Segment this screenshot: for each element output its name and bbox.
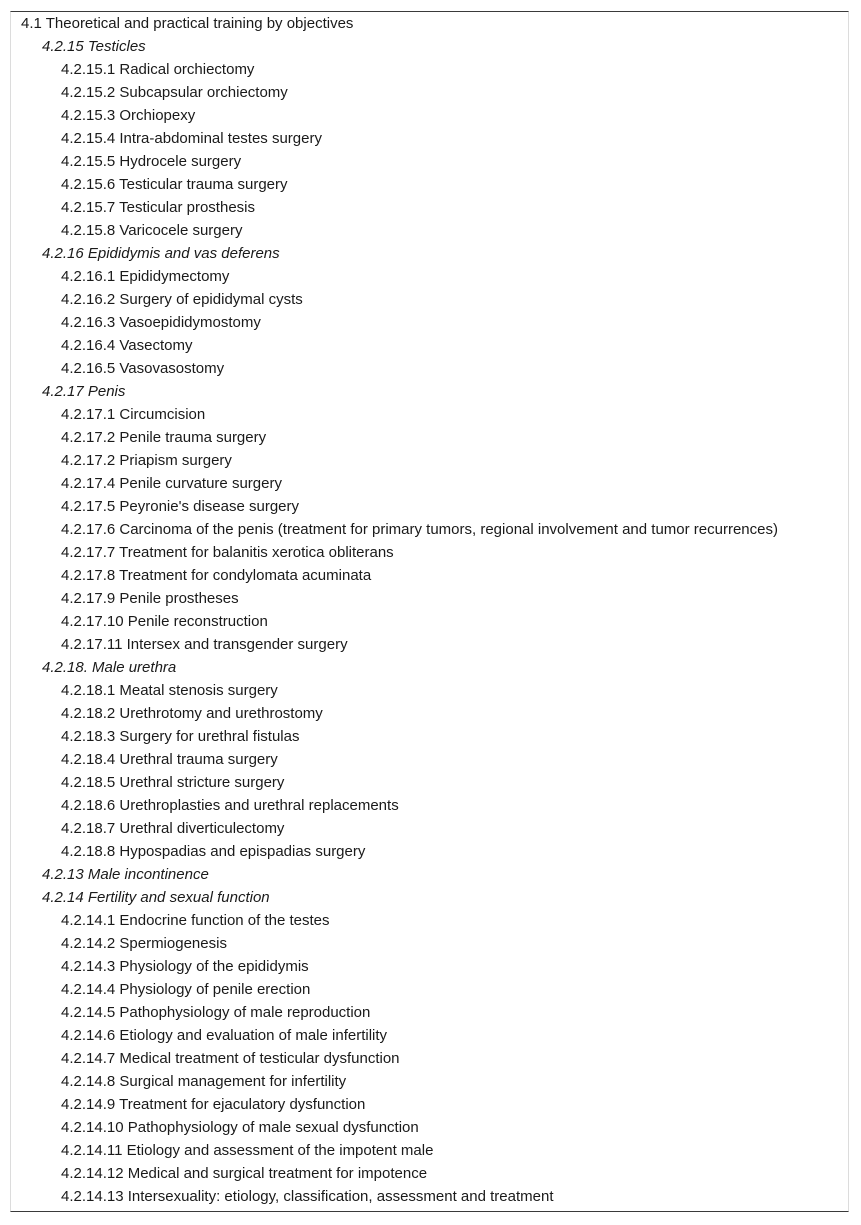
- table-title: 4.1 Theoretical and practical training by objectives: [21, 15, 354, 32]
- list-item: 4.2.17.5 Peyronie's disease surgery: [61, 498, 300, 515]
- section-heading: 4.2.17 Penis: [42, 383, 126, 400]
- list-item: 4.2.17.6 Carcinoma of the penis (treatment for primary tumors, regional involvement and tumor recurrences): [61, 521, 778, 538]
- section-heading: 4.2.18. Male urethra: [42, 659, 177, 676]
- list-item: 4.2.18.5 Urethral stricture surgery: [61, 774, 285, 791]
- list-item: 4.2.17.4 Penile curvature surgery: [61, 475, 282, 492]
- list-item: 4.2.15.7 Testicular prosthesis: [61, 199, 255, 216]
- list-item: 4.2.18.1 Meatal stenosis surgery: [61, 682, 278, 699]
- list-item: 4.2.17.7 Treatment for balanitis xerotica obliterans: [61, 544, 394, 561]
- list-item: 4.2.17.1 Circumcision: [61, 406, 206, 423]
- list-item: 4.2.18.4 Urethral trauma surgery: [61, 751, 278, 768]
- list-item: 4.2.16.1 Epididymectomy: [61, 268, 230, 285]
- section-heading: 4.2.15 Testicles: [42, 38, 146, 55]
- list-item: 4.2.17.2 Penile trauma surgery: [61, 429, 267, 446]
- objectives-table: [10, 11, 849, 1212]
- list-item: 4.2.15.4 Intra-abdominal testes surgery: [61, 130, 322, 147]
- list-item: 4.2.14.2 Spermiogenesis: [61, 935, 227, 952]
- section-heading: 4.2.13 Male incontinence: [42, 866, 209, 883]
- list-item: 4.2.16.4 Vasectomy: [61, 337, 193, 354]
- list-item: 4.2.14.5 Pathophysiology of male reproduction: [61, 1004, 371, 1021]
- list-item: 4.2.15.2 Subcapsular orchiectomy: [61, 84, 288, 101]
- section-heading: 4.2.14 Fertility and sexual function: [42, 889, 270, 906]
- list-item: 4.2.17.11 Intersex and transgender surgery: [61, 636, 348, 653]
- section-heading: 4.2.16 Epididymis and vas deferens: [42, 245, 280, 262]
- list-item: 4.2.15.8 Varicocele surgery: [61, 222, 243, 239]
- list-item: 4.2.14.6 Etiology and evaluation of male infertility: [61, 1027, 388, 1044]
- list-item: 4.2.14.10 Pathophysiology of male sexual dysfunction: [61, 1119, 419, 1136]
- list-item: 4.2.15.1 Radical orchiectomy: [61, 61, 255, 78]
- list-item: 4.2.16.5 Vasovasostomy: [61, 360, 225, 377]
- list-item: 4.2.15.5 Hydrocele surgery: [61, 153, 242, 170]
- list-item: 4.2.17.2 Priapism surgery: [61, 452, 232, 469]
- list-item: 4.2.18.2 Urethrotomy and urethrostomy: [61, 705, 323, 722]
- list-item: 4.2.14.8 Surgical management for infertility: [61, 1073, 347, 1090]
- list-item: 4.2.14.7 Medical treatment of testicular dysfunction: [61, 1050, 400, 1067]
- list-item: 4.2.18.6 Urethroplasties and urethral replacements: [61, 797, 399, 814]
- list-item: 4.2.14.11 Etiology and assessment of the impotent male: [61, 1142, 434, 1159]
- list-item: 4.2.15.3 Orchiopexy: [61, 107, 196, 124]
- list-item: 4.2.14.12 Medical and surgical treatment for impotence: [61, 1165, 428, 1182]
- list-item: 4.2.18.8 Hypospadias and epispadias surgery: [61, 843, 366, 860]
- list-item: 4.2.17.10 Penile reconstruction: [61, 613, 268, 630]
- list-item: 4.2.14.1 Endocrine function of the testes: [61, 912, 330, 929]
- list-item: 4.2.14.13 Intersexuality: etiology, classification, assessment and treatment: [61, 1188, 554, 1205]
- list-item: 4.2.14.3 Physiology of the epididymis: [61, 958, 309, 975]
- list-item: 4.2.14.4 Physiology of penile erection: [61, 981, 311, 998]
- list-item: 4.2.16.3 Vasoepididymostomy: [61, 314, 261, 331]
- list-item: 4.2.18.7 Urethral diverticulectomy: [61, 820, 285, 837]
- list-item: 4.2.17.8 Treatment for condylomata acuminata: [61, 567, 372, 584]
- list-item: 4.2.14.9 Treatment for ejaculatory dysfunction: [61, 1096, 366, 1113]
- list-item: 4.2.18.3 Surgery for urethral fistulas: [61, 728, 300, 745]
- list-item: 4.2.17.9 Penile prostheses: [61, 590, 239, 607]
- list-item: 4.2.16.2 Surgery of epididymal cysts: [61, 291, 303, 308]
- list-item: 4.2.15.6 Testicular trauma surgery: [61, 176, 288, 193]
